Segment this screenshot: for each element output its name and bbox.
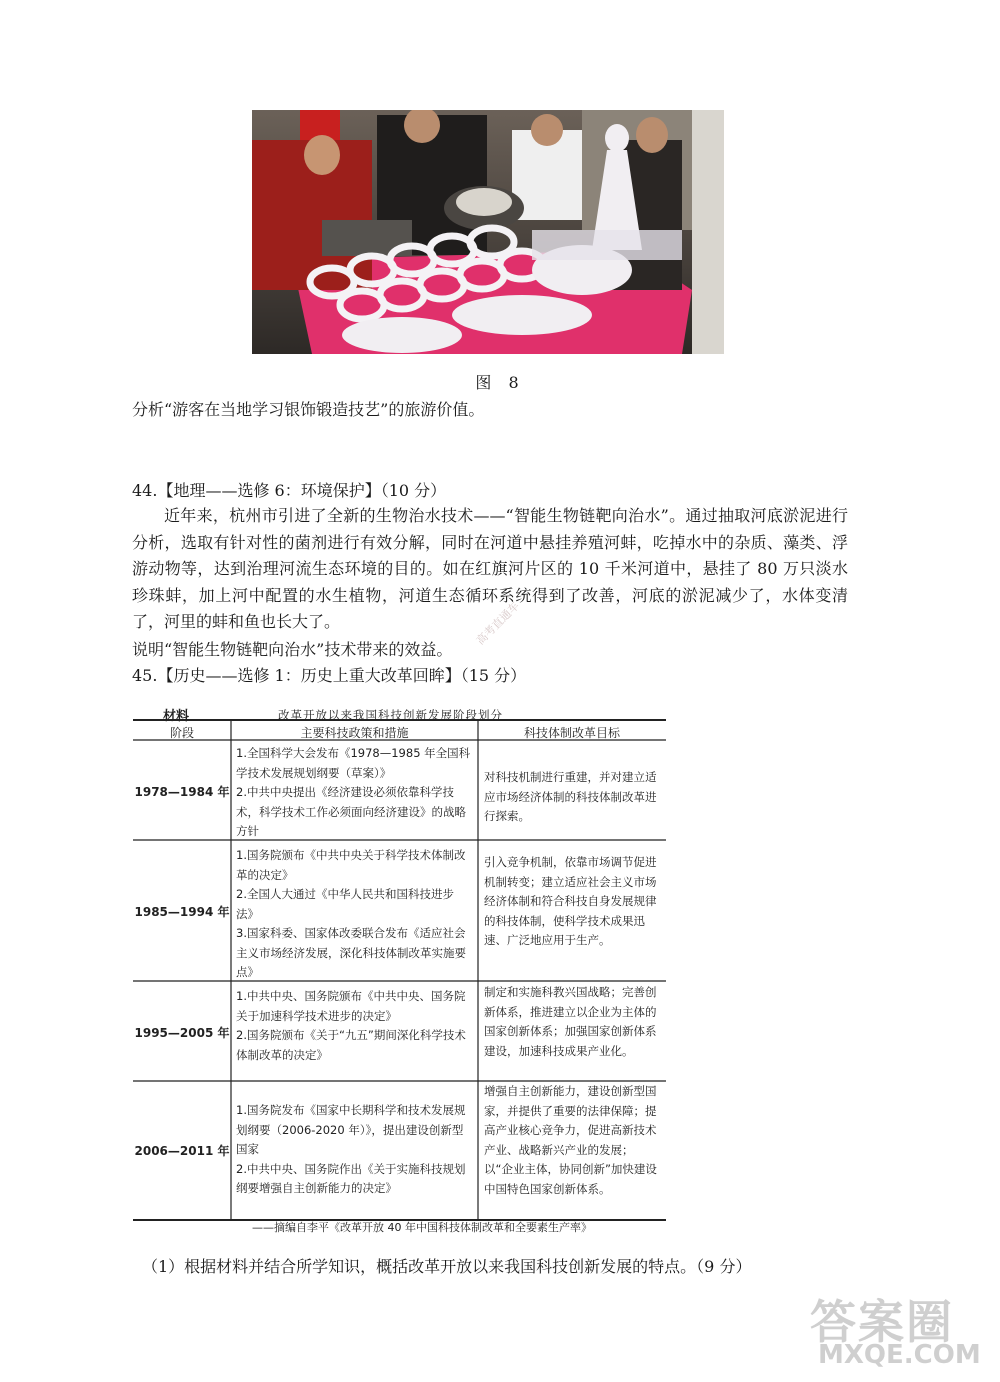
question-44-title: 44.【地理——选修 6：环境保护】（10 分） — [132, 481, 447, 500]
table-row-2-goal: 引入竞争机制，依靠市场调节促进机制转变；建立适应社会主义市场经济体制和符合科技自身发展规律的科技体制，使科学技术成果迅速、广泛地应用于生产。 — [484, 855, 657, 947]
question-44-paragraph: 近年来，杭州市引进了全新的生物治水技术——“智能生物链靶向治水”。通过抽取河底淤泥进行分析，选取有针对性的菌剂进行有效分解，同时在河道中悬挂养殖河蚌，吃掉水中的杂质、藻类、浮游动物等，达到治理河流生态环境的目的。如在红旗河片区的 10 千米河道中，悬挂了 80 万只淡水珍珠蚌，加上河中配置的水生植物，河道生态循环系统得到了改善，河底的淤泥减少了，水体变清了，河里的蚌和鱼也长大了。 — [132, 506, 848, 631]
figure-8-photo — [252, 110, 724, 354]
table-row-1-measures: 1.全国科学大会发布《1978—1985 年全国科学技术发展规划纲要（草案）》 2.中共中央提出《经济建设必须依靠科学技术，科学技术工作必须面向经济建设》的战略方针 — [236, 746, 471, 838]
table-row-4-measures: 1.国务院发布《国家中长期科学和技术发展规划纲要（2006-2020 年）》，提出建设创新型国家 2.中共中央、国务院作出《关于实施科技规划纲要增强自主创新能力的决定》 — [236, 1103, 466, 1195]
table-row-2-measures: 1.国务院颁布《中共中央关于科学技术体制改革的决定》 2.全国人大通过《中华人民共和国科技进步法》 3.国家科委、国家体改委联合发布《适应社会主义市场经济发展，深化科技体制改革实施要点》 — [236, 848, 466, 979]
watermark — [810, 1286, 990, 1376]
watermark-url: MXQE.COM — [818, 1340, 981, 1370]
table-row-4-goal: 增强自主创新能力，建设创新型国家，并提供了重要的法律保障；提高产业核心竞争力，促进高新技术产业、战略新兴产业的发展；以“企业主体，协同创新”加快建设中国特色国家创新体系。 — [484, 1084, 657, 1196]
material-source: ——摘编自李平《改革开放 40 年中国科技体制改革和全要素生产率》 — [252, 1221, 592, 1234]
watermark-logo-text: 答案圈 — [810, 1295, 954, 1349]
question-45-sub-1: （1）根据材料并结合所学知识，概括改革开放以来我国科技创新发展的特点。（9 分） — [142, 1257, 752, 1276]
table-row-4-stage: 2006—2011 年 — [134, 1144, 230, 1158]
question-43-prompt: 分析“游客在当地学习银饰锻造技艺”的旅游价值。 — [132, 400, 485, 419]
question-44-prompt: 说明“智能生物链靶向治水”技术带来的效益。 — [132, 640, 453, 659]
table-row-3-stage: 1995—2005 年 — [134, 1026, 230, 1040]
table-header-stage: 阶段 — [169, 726, 194, 740]
table-row-3-goal: 制定和实施科教兴国战略；完善创新体系，推进建立以企业为主体的国家创新体系；加强国家创新体系建设，加速科技成果产业化。 — [484, 985, 657, 1058]
table-row-1-goal: 对科技机制进行重建，并对建立适应市场经济体制的科技体制改革进行探索。 — [484, 770, 657, 823]
table-header-measures: 主要科技政策和措施 — [300, 726, 409, 740]
table-row-1-stage: 1978—1984 年 — [134, 785, 230, 799]
watermark-diagonal: 高考直通车 — [473, 599, 522, 648]
table-header-goal: 科技体制改革目标 — [523, 726, 620, 740]
table-row-3-measures: 1.中共中央、国务院颁布《中共中央、国务院关于加速科学技术进步的决定》 2.国务院颁布《关于“九五”期间深化科学技术体制改革的决定》 — [236, 989, 466, 1062]
figure-caption: 图 8 — [475, 373, 525, 392]
material-label: 材料 — [163, 709, 190, 724]
question-45-title: 45.【历史——选修 1：历史上重大改革回眸】（15 分） — [132, 666, 527, 685]
table-title: 改革开放以来我国科技创新发展阶段划分 — [278, 708, 503, 722]
table-row-2-stage: 1985—1994 年 — [134, 905, 230, 919]
